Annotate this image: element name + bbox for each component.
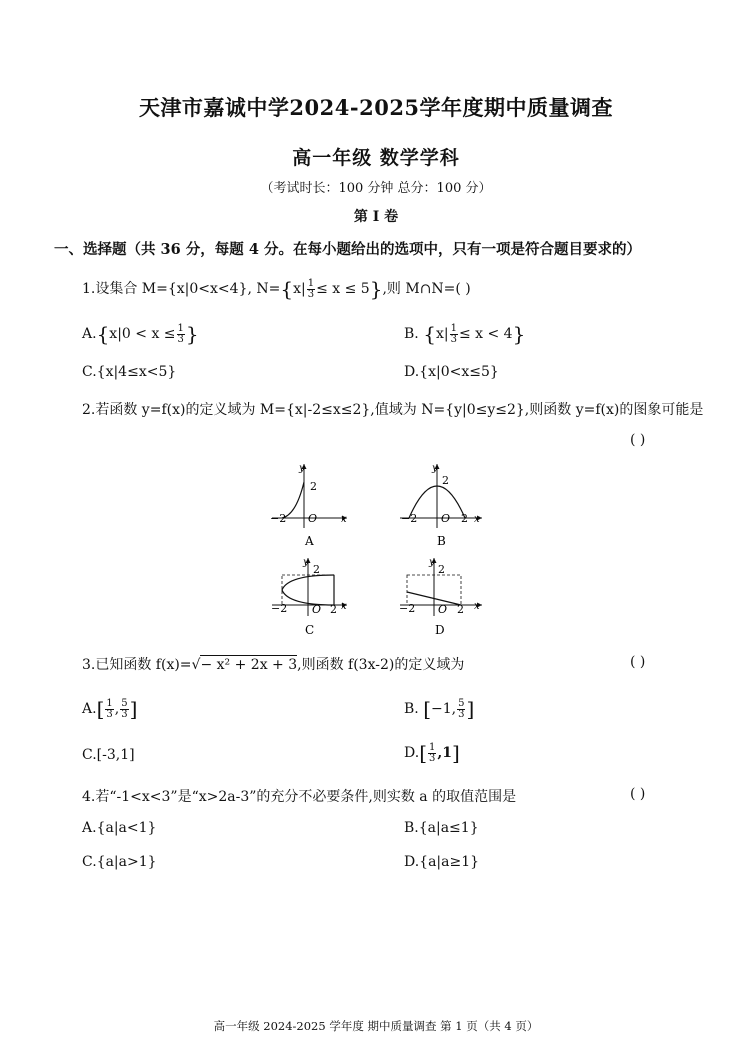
q1-setN-tail: ≤ x ≤ 5	[316, 281, 370, 297]
fraction	[177, 324, 185, 345]
graph-a	[270, 463, 347, 548]
tick-label: −2	[399, 602, 416, 615]
graph-b	[400, 463, 482, 548]
graph-d	[399, 557, 482, 637]
option-text: ,1	[437, 745, 452, 761]
fraction-den: 3	[177, 333, 184, 345]
fraction-den: 3	[307, 288, 315, 300]
option-text: x|0 < x ≤	[109, 326, 176, 342]
tick-label: 2	[313, 563, 320, 576]
tick-label: 2	[310, 480, 317, 493]
fraction-num: 1	[429, 741, 436, 753]
tick-label: −2	[271, 602, 288, 615]
fraction	[120, 699, 128, 720]
axis-y-label: y	[429, 557, 435, 568]
brace-close: }	[369, 277, 383, 301]
fraction	[457, 699, 465, 720]
option-label: D.	[404, 745, 420, 761]
brace-close: }	[185, 322, 199, 346]
tick-label: 2	[330, 603, 337, 616]
q3-stem-part-a: 3.已知函数 f(x)=	[82, 657, 192, 673]
question-4-stem: 4.若“-1<x<3”是“x>2a-3”的充分不必要条件,则实数 a 的取值范围是	[82, 789, 517, 805]
question-1-stem	[82, 277, 471, 301]
fraction-den: 3	[121, 708, 128, 720]
q3-option-c: C.[-3,1]	[82, 747, 135, 763]
fraction-den: 3	[429, 752, 436, 764]
q1-setN-head: x|	[293, 281, 306, 297]
q4-option-c: C.{a|a>1}	[82, 854, 157, 870]
fraction-den: 3	[458, 708, 465, 720]
origin-label: O	[441, 512, 451, 525]
option-text: −1,	[431, 701, 457, 717]
axis-x-label: x	[341, 514, 347, 525]
fraction-num: 5	[458, 697, 465, 709]
fraction	[428, 743, 436, 764]
axis-x-label: x	[474, 601, 480, 612]
axis-x-label: x	[341, 601, 347, 612]
axis-x-label: x	[474, 514, 480, 525]
q2-graphs	[262, 458, 492, 642]
answer-paren: ( )	[630, 432, 646, 448]
fraction-num: 1	[307, 277, 315, 289]
fraction	[450, 324, 458, 345]
fraction-den: 3	[106, 708, 113, 720]
q3-option-d	[404, 741, 460, 765]
sqrt-radicand: − x² + 2x + 3	[200, 657, 298, 673]
page-title: 天津市嘉诚中学2024-2025学年度期中质量调查	[138, 95, 614, 120]
page-footer: 高一年级 2024-2025 学年度 期中质量调查 第 1 页（共 4 页）	[213, 1019, 539, 1033]
axis-y-label: y	[299, 463, 305, 474]
graph-b-label: B	[437, 534, 446, 548]
graph-a-label: A	[305, 534, 314, 548]
option-text-tail: ≤ x < 4	[458, 326, 513, 342]
fraction	[105, 699, 113, 720]
bracket-close: ]	[129, 697, 138, 721]
tick-label: 2	[461, 512, 468, 525]
q1-option-d: D.{x|0<x≤5}	[404, 364, 499, 380]
bracket-open: [	[96, 697, 105, 721]
option-text: x|	[435, 326, 449, 342]
brace-open: {	[280, 277, 294, 301]
axis-y-label: y	[303, 557, 309, 568]
fraction	[307, 279, 315, 300]
section-heading: 一、选择题（共 36 分，每题 4 分。在每小题给出的选项中，只有一项是符合题目要求的）	[54, 241, 641, 258]
exam-info: （考试时长：100 分钟 总分：100 分）	[260, 181, 492, 196]
fraction-num: 1	[177, 322, 184, 334]
tick-label: 2	[442, 474, 449, 487]
graph-d-label: D	[435, 623, 445, 637]
graph-c-label: C	[305, 623, 315, 637]
q4-option-a: A.{a|a<1}	[82, 820, 157, 836]
tick-label: 2	[438, 563, 445, 576]
q1-option-c: C.{x|4≤x<5}	[82, 364, 177, 380]
bracket-open: [	[419, 741, 427, 765]
brace-open: {	[423, 322, 436, 346]
q3-option-a: A.[ $\frac{1}{3}$ , $\frac{5}{3}$ ]	[82, 697, 138, 721]
page-subtitle: 高一年级 数学学科	[292, 147, 460, 169]
q3-stem-part-b: ,则函数 f(3x-2)的定义域为	[297, 657, 465, 673]
q3-option-b	[404, 697, 474, 721]
brace-close: }	[512, 322, 526, 346]
brace-open: {	[96, 322, 110, 346]
origin-label: O	[312, 603, 322, 616]
option-label: A.	[82, 326, 97, 342]
q4-option-b: B.{a|a≤1}	[404, 820, 479, 836]
volume-label: 第 I 卷	[353, 209, 399, 225]
sqrt-symbol: √	[191, 657, 201, 673]
origin-label: O	[438, 603, 448, 616]
q1-stem-part-a: 1.设集合 M={x|0<x<4}, N=	[82, 281, 281, 297]
question-2-stem: 2.若函数 y=f(x)的定义域为 M={x|-2≤x≤2},值域为 N={y|0≤y≤2},则函数 y=f(x)的图象可能是	[82, 402, 704, 418]
graph-c	[271, 557, 347, 637]
tick-label: −2	[401, 512, 418, 525]
axis-y-label: y	[432, 463, 438, 474]
q1-option-a	[82, 322, 199, 346]
q1-stem-part-b: ,则 M∩N=( )	[382, 281, 471, 297]
fraction-num: 1	[450, 322, 457, 334]
option-label: B.	[404, 701, 419, 717]
question-3-stem	[82, 654, 464, 674]
q1-option-b	[404, 322, 525, 346]
origin-label: O	[308, 512, 318, 525]
bracket-close: ]	[466, 697, 475, 721]
option-label: A.	[82, 701, 97, 717]
fraction-num: 1	[106, 697, 113, 709]
tick-label: 2	[457, 603, 464, 616]
bracket-open: [	[423, 697, 432, 721]
answer-paren: ( )	[630, 654, 646, 670]
answer-paren: ( )	[630, 786, 646, 802]
bracket-close: ]	[452, 741, 460, 765]
option-label: B.	[404, 326, 419, 342]
fraction-num: 5	[121, 697, 128, 709]
fraction-den: 3	[450, 333, 457, 345]
q4-option-d: D.{a|a≥1}	[404, 854, 480, 870]
tick-label: −2	[270, 512, 287, 525]
